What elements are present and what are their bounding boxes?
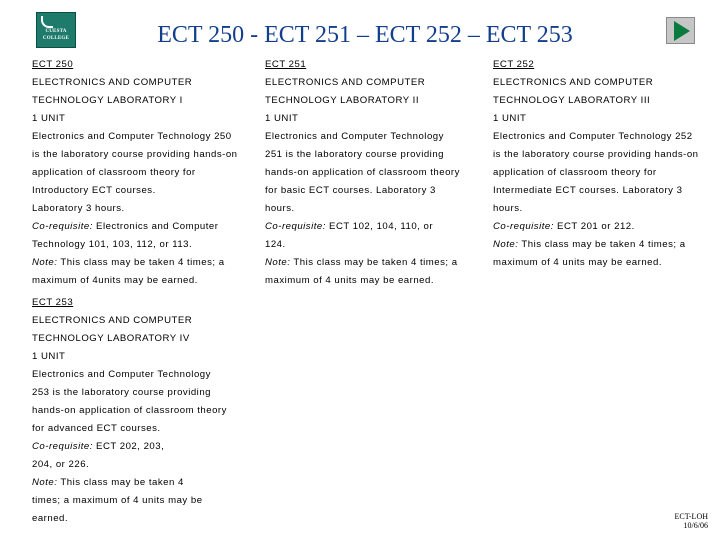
corequisite-line1	[493, 218, 699, 236]
logo-text-line1: CUESTA	[45, 29, 67, 34]
course-column-ect-251	[265, 56, 460, 290]
corequisite-label: Co-requisite:	[493, 221, 554, 232]
note-line2: maximum of 4units may be earned.	[32, 275, 198, 286]
corequisite-text: Electronics and Computer	[92, 221, 219, 232]
corequisite-line2: 124.	[265, 239, 286, 250]
course-desc-line: 251 is the laboratory course providing	[265, 149, 444, 160]
course-name-line2: TECHNOLOGY LABORATORY III	[493, 95, 651, 106]
corequisite-line1	[265, 218, 460, 236]
corequisite-text: ECT 202, 203,	[92, 441, 165, 452]
course-desc-line: Laboratory 3 hours.	[32, 203, 125, 214]
course-units: 1 UNIT	[32, 351, 66, 362]
next-slide-button[interactable]	[666, 17, 695, 44]
course-units: 1 UNIT	[265, 113, 299, 124]
course-desc-line: hands-on application of classroom theory	[32, 405, 227, 416]
course-name-line1: ELECTRONICS AND COMPUTER	[493, 77, 654, 88]
course-code: ECT 251	[265, 59, 307, 70]
course-name-line1: ELECTRONICS AND COMPUTER	[32, 77, 193, 88]
note-label: Note:	[32, 257, 58, 268]
logo-text-line2: COLLEGE	[42, 36, 70, 41]
corequisite-line2: Technology 101, 103, 112, or 113.	[32, 239, 193, 250]
corequisite-line2: 204, or 226.	[32, 459, 90, 470]
note-line1	[265, 254, 460, 272]
note-text: This class may be taken 4 times; a	[57, 257, 225, 268]
corequisite-line1	[32, 218, 238, 236]
course-desc-line: Intermediate ECT courses. Laboratory 3	[493, 185, 683, 196]
course-desc-line: application of classroom theory for	[493, 167, 657, 178]
note-text: This class may be taken 4 times; a	[518, 239, 686, 250]
course-code: ECT 250	[32, 59, 74, 70]
course-desc-line: Electronics and Computer Technology 250	[32, 131, 232, 142]
corequisite-line1	[32, 438, 227, 456]
course-code: ECT 253	[32, 297, 74, 308]
course-name-line1: ELECTRONICS AND COMPUTER	[265, 77, 426, 88]
course-units: 1 UNIT	[493, 113, 527, 124]
course-desc-line: for advanced ECT courses.	[32, 423, 161, 434]
footer-date: 10/6/06	[683, 521, 708, 530]
note-text: This class may be taken 4	[57, 477, 184, 488]
note-line1	[32, 254, 238, 272]
course-desc-line: hours.	[493, 203, 523, 214]
note-line2: maximum of 4 units may be earned.	[493, 257, 663, 268]
corequisite-label: Co-requisite:	[32, 441, 93, 452]
note-line2: times; a maximum of 4 units may be	[32, 495, 203, 506]
course-desc-line: 253 is the laboratory course providing	[32, 387, 211, 398]
corequisite-label: Co-requisite:	[265, 221, 326, 232]
course-name-line1: ELECTRONICS AND COMPUTER	[32, 315, 193, 326]
course-desc-line: Electronics and Computer Technology	[32, 369, 211, 380]
course-name-line2: TECHNOLOGY LABORATORY I	[32, 95, 183, 106]
note-line3: earned.	[32, 513, 69, 524]
page-title: ECT 250 - ECT 251 – ECT 252 – ECT 253	[157, 22, 573, 48]
footer-code: ECT-LOH	[674, 512, 708, 521]
course-column-ect-253	[32, 294, 227, 528]
course-name-line2: TECHNOLOGY LABORATORY II	[265, 95, 419, 106]
course-desc-line: for basic ECT courses. Laboratory 3	[265, 185, 436, 196]
course-desc-line: application of classroom theory for	[32, 167, 196, 178]
note-line2: maximum of 4 units may be earned.	[265, 275, 435, 286]
play-icon	[674, 21, 690, 41]
course-desc-line: Introductory ECT courses.	[32, 185, 156, 196]
corequisite-label: Co-requisite:	[32, 221, 93, 232]
slide-footer-code	[675, 512, 708, 530]
course-code: ECT 252	[493, 59, 535, 70]
course-desc-line: Electronics and Computer Technology	[265, 131, 444, 142]
course-name-line2: TECHNOLOGY LABORATORY IV	[32, 333, 190, 344]
corequisite-text: ECT 102, 104, 110, or	[325, 221, 434, 232]
corequisite-text: ECT 201 or 212.	[553, 221, 635, 232]
note-label: Note:	[493, 239, 519, 250]
note-line1	[493, 236, 699, 254]
course-desc-line: hands-on application of classroom theory	[265, 167, 460, 178]
course-column-ect-252	[493, 56, 699, 272]
note-line1	[32, 474, 227, 492]
note-text: This class may be taken 4 times; a	[290, 257, 458, 268]
course-units: 1 UNIT	[32, 113, 66, 124]
course-desc-line: is the laboratory course providing hands-on	[493, 149, 699, 160]
course-desc-line: hours.	[265, 203, 295, 214]
course-column-ect-250	[32, 56, 238, 290]
note-label: Note:	[265, 257, 291, 268]
course-desc-line: Electronics and Computer Technology 252	[493, 131, 693, 142]
note-label: Note:	[32, 477, 58, 488]
course-desc-line: is the laboratory course providing hands-on	[32, 149, 238, 160]
